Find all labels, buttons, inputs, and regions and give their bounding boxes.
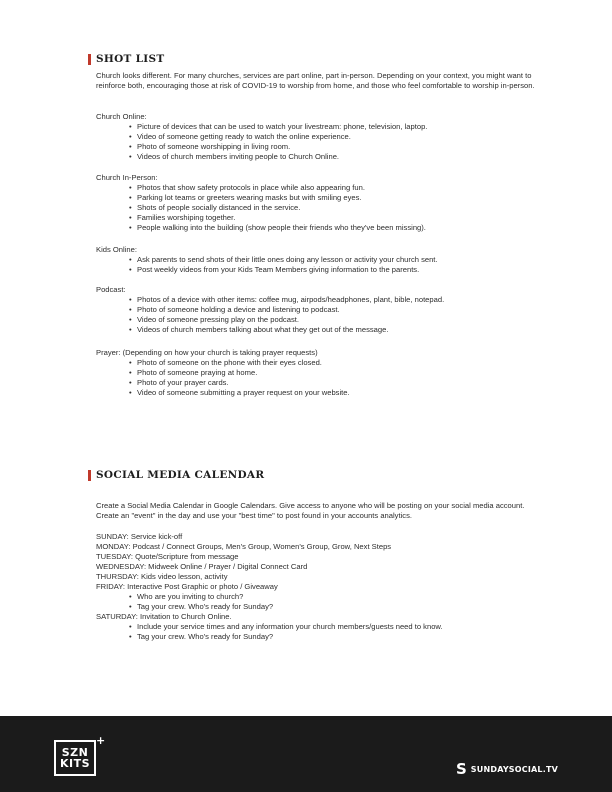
list-item: • Shots of people socially distanced in the service. xyxy=(129,203,426,213)
list-item: • Ask parents to send shots of their little ones doing any lesson or activity your church sent. xyxy=(129,255,438,265)
group-label: Church Online: xyxy=(96,112,147,121)
szn-kits-logo xyxy=(54,740,96,776)
list-item: • Video of someone pressing play on the podcast. xyxy=(129,315,444,325)
section-marker xyxy=(88,54,91,65)
list-item: • Include your service times and any information your church members/guests need to know. xyxy=(129,622,443,632)
list-item: • Parking lot teams or greeters wearing masks but with smiling eyes. xyxy=(129,193,426,203)
day-monday: MONDAY: Podcast / Connect Groups, Men's Group, Women's Group, Grow, Next Steps xyxy=(96,542,392,551)
day-friday: FRIDAY: Interactive Post Graphic or photo / Giveaway xyxy=(96,582,278,591)
group-kids-online xyxy=(96,245,438,275)
shot-list-heading xyxy=(96,53,165,65)
list-item: • Photo of someone on the phone with their eyes closed. xyxy=(129,358,350,368)
day-saturday: SATURDAY: Invitation to Church Online. xyxy=(96,612,232,621)
group-label: Church In-Person: xyxy=(96,173,158,182)
group-church-online xyxy=(96,112,427,162)
day-wednesday: WEDNESDAY: Midweek Online / Prayer / Digital Connect Card xyxy=(96,562,308,571)
plus-icon: + xyxy=(96,734,106,747)
group-podcast xyxy=(96,285,444,335)
calendar-title: SOCIAL MEDIA CALENDAR xyxy=(96,469,265,481)
list-item: • Video of someone submitting a prayer request on your website. xyxy=(129,388,350,398)
calendar-intro: Create a Social Media Calendar in Google Calendars. Give access to anyone who will be posting on your social media account. Create an "event" in the day and use your "best time" to post found in your accounts analytics. xyxy=(96,501,525,520)
calendar-heading xyxy=(96,469,264,481)
calendar-days xyxy=(96,532,443,642)
logo-line-1: SZN xyxy=(61,746,89,759)
list-item: • Post weekly videos from your Kids Team Members giving information to the parents. xyxy=(129,265,438,275)
list-item: • Photo of your prayer cards. xyxy=(129,378,350,388)
group-label: Kids Online: xyxy=(96,245,137,254)
group-label: Podcast: xyxy=(96,285,126,294)
list-item: • People walking into the building (show people their friends who they've been missing). xyxy=(129,223,426,233)
footer-bar xyxy=(0,716,612,792)
list-item: • Videos of church members inviting people to Church Online. xyxy=(129,152,427,162)
section-marker xyxy=(88,470,91,481)
day-thursday: THURSDAY: Kids video lesson, activity xyxy=(96,572,228,581)
list-item: • Tag your crew. Who's ready for Sunday? xyxy=(129,602,443,612)
group-church-in-person xyxy=(96,173,426,233)
group-label: Prayer: (Depending on how your church is taking prayer requests) xyxy=(96,348,318,357)
day-tuesday: TUESDAY: Quote/Scripture from message xyxy=(96,552,239,561)
logo-line-2: KITS xyxy=(59,757,91,770)
list-item: • Photos that show safety protocols in place while also appearing fun. xyxy=(129,183,426,193)
list-item: • Photo of someone worshipping in living room. xyxy=(129,142,427,152)
day-sunday: SUNDAY: Service kick-off xyxy=(96,532,183,541)
brand-url: SUNDAYSOCIAL.TV xyxy=(470,764,558,774)
list-item: • Videos of church members talking about what they get out of the message. xyxy=(129,325,444,335)
sunday-social-logo-icon: S xyxy=(455,760,467,778)
shot-list-title: SHOT LIST xyxy=(96,53,165,65)
list-item: • Families worshiping together. xyxy=(129,213,426,223)
list-item: • Photos of a device with other items: coffee mug, airpods/headphones, plant, bible, notepad. xyxy=(129,295,444,305)
list-item: • Picture of devices that can be used to watch your livestream: phone, television, laptop. xyxy=(129,122,427,132)
list-item: • Who are you inviting to church? xyxy=(129,592,443,602)
sunday-social-brand xyxy=(456,760,558,778)
list-item: • Photo of someone holding a device and listening to podcast. xyxy=(129,305,444,315)
group-prayer xyxy=(96,348,350,398)
list-item: • Tag your crew. Who's ready for Sunday? xyxy=(129,632,443,642)
list-item: • Photo of someone praying at home. xyxy=(129,368,350,378)
list-item: • Video of someone getting ready to watch the online experience. xyxy=(129,132,427,142)
shot-list-intro: Church looks different. For many churches, services are part online, part in-person. Depending on your context, you might want to reinforce both, encouraging those at risk of COVID-19 to worship from home, and those who feel comfortable to worship in-person. xyxy=(96,71,535,90)
